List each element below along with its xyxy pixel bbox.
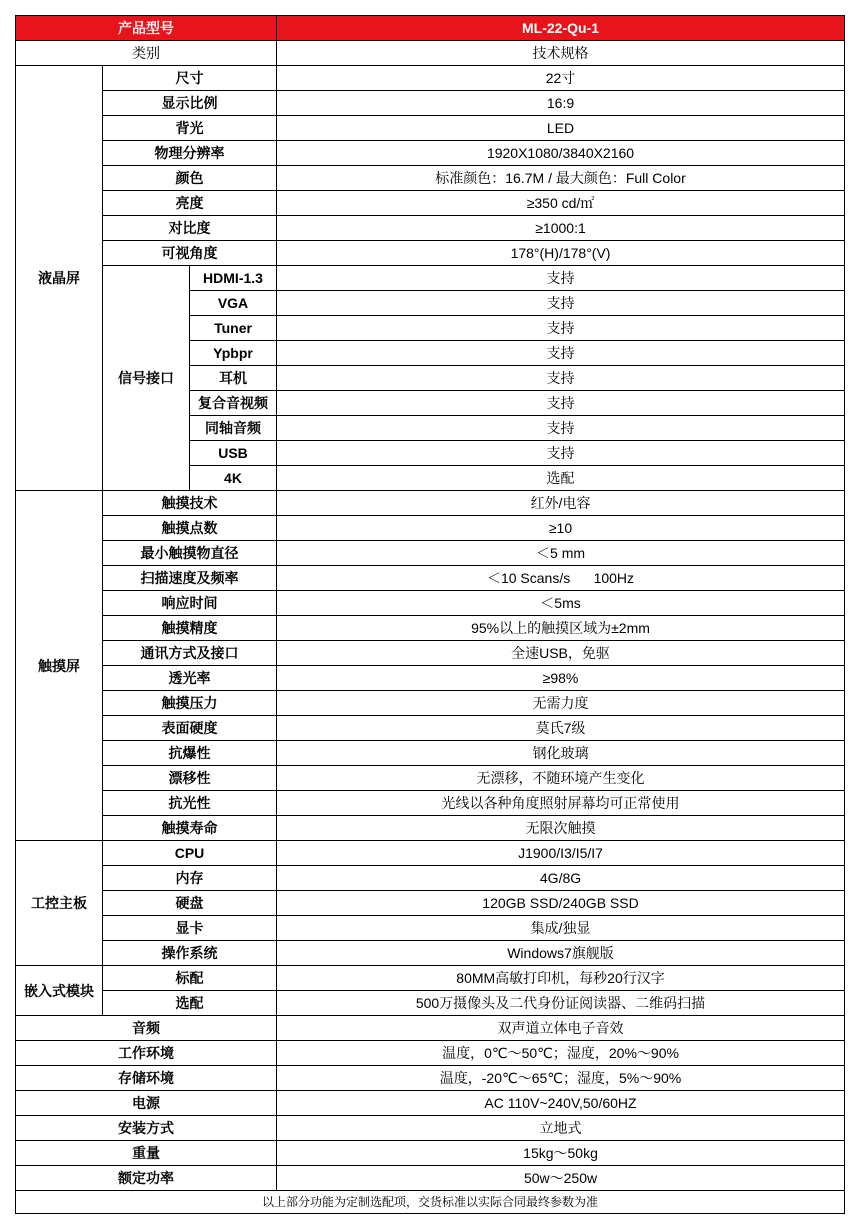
spec-value: J1900/I3/I5/I7 xyxy=(277,841,845,866)
spec-label: CPU xyxy=(103,841,277,866)
spec-value: 光线以各种角度照射屏幕均可正常使用 xyxy=(277,791,845,816)
header-row xyxy=(16,16,845,41)
board-row xyxy=(16,941,845,966)
spec-value: Windows7旗舰版 xyxy=(277,941,845,966)
touch-row xyxy=(16,516,845,541)
spec-label: 物理分辨率 xyxy=(103,141,277,166)
spec-label: 选配 xyxy=(103,991,277,1016)
model-label: 产品型号 xyxy=(16,16,277,41)
spec-label: 扫描速度及频率 xyxy=(103,566,277,591)
touch-row xyxy=(16,666,845,691)
spec-value: 1920X1080/3840X2160 xyxy=(277,141,845,166)
lcd-row xyxy=(16,116,845,141)
signal-label: 4K xyxy=(190,466,277,491)
touch-row xyxy=(16,741,845,766)
spec-value: 标准颜色：16.7M / 最大颜色：Full Color xyxy=(277,166,845,191)
touch-row xyxy=(16,791,845,816)
touch-row xyxy=(16,591,845,616)
spec-label: 安装方式 xyxy=(16,1116,277,1141)
spec-label: 背光 xyxy=(103,116,277,141)
signal-value: 支持 xyxy=(277,341,845,366)
spec-value: ＜5ms xyxy=(277,591,845,616)
spec-value: 钢化玻璃 xyxy=(277,741,845,766)
general-row xyxy=(16,1141,845,1166)
spec-value: 80MM高敏打印机，每秒20行汉字 xyxy=(277,966,845,991)
spec-label: 抗光性 xyxy=(103,791,277,816)
spec-value: 集成/独显 xyxy=(277,916,845,941)
signal-label: VGA xyxy=(190,291,277,316)
spec-label: 额定功率 xyxy=(16,1166,277,1191)
lcd-row xyxy=(16,141,845,166)
spec-value: 无漂移，不随环境产生变化 xyxy=(277,766,845,791)
embedded-row xyxy=(16,966,845,991)
lcd-row xyxy=(16,191,845,216)
spec-label: 最小触摸物直径 xyxy=(103,541,277,566)
spec-label: 显示比例 xyxy=(103,91,277,116)
signal-value: 支持 xyxy=(277,441,845,466)
lcd-row xyxy=(16,66,845,91)
spec-value: ≥10 xyxy=(277,516,845,541)
signal-value: 支持 xyxy=(277,416,845,441)
spec-label: 尺寸 xyxy=(103,66,277,91)
spec-value: 双声道立体电子音效 xyxy=(277,1016,845,1041)
spec-value: 50w～250w xyxy=(277,1166,845,1191)
signal-label: 复合音视频 xyxy=(190,391,277,416)
touch-row xyxy=(16,566,845,591)
general-row xyxy=(16,1166,845,1191)
spec-label: 响应时间 xyxy=(103,591,277,616)
touch-row xyxy=(16,716,845,741)
spec-value: 95%以上的触摸区域为±2mm xyxy=(277,616,845,641)
spec-value: 15kg～50kg xyxy=(277,1141,845,1166)
lcd-row xyxy=(16,216,845,241)
lcd-row xyxy=(16,241,845,266)
signal-value: 支持 xyxy=(277,391,845,416)
spec-label: 触摸寿命 xyxy=(103,816,277,841)
signal-value: 支持 xyxy=(277,266,845,291)
spec-label: 显卡 xyxy=(103,916,277,941)
touch-row xyxy=(16,691,845,716)
board-row xyxy=(16,891,845,916)
signal-label: Tuner xyxy=(190,316,277,341)
spec-label: 透光率 xyxy=(103,666,277,691)
spec-label: 触摸技术 xyxy=(103,491,277,516)
spec-value: 120GB SSD/240GB SSD xyxy=(277,891,845,916)
spec-value: ＜5 mm xyxy=(277,541,845,566)
signal-label: 耳机 xyxy=(190,366,277,391)
spec-label: 标配 xyxy=(103,966,277,991)
spec-value: 4G/8G xyxy=(277,866,845,891)
general-row xyxy=(16,1016,845,1041)
general-row xyxy=(16,1116,845,1141)
spec-table xyxy=(15,15,845,1214)
lcd-group-label: 液晶屏 xyxy=(16,66,103,491)
general-row xyxy=(16,1066,845,1091)
signal-label: HDMI-1.3 xyxy=(190,266,277,291)
spec-value: ≥1000:1 xyxy=(277,216,845,241)
board-group-label: 工控主板 xyxy=(16,841,103,966)
spec-label: 亮度 xyxy=(103,191,277,216)
spec-value: 莫氏7级 xyxy=(277,716,845,741)
touch-row xyxy=(16,616,845,641)
spec-label: 硬盘 xyxy=(103,891,277,916)
signal-value: 支持 xyxy=(277,291,845,316)
category-value: 技术规格 xyxy=(277,41,845,66)
spec-label: 工作环境 xyxy=(16,1041,277,1066)
touch-row xyxy=(16,816,845,841)
spec-label: 对比度 xyxy=(103,216,277,241)
spec-value: 16:9 xyxy=(277,91,845,116)
board-row xyxy=(16,841,845,866)
spec-label: 触摸点数 xyxy=(103,516,277,541)
spec-label: 可视角度 xyxy=(103,241,277,266)
spec-label: 抗爆性 xyxy=(103,741,277,766)
spec-value: ＜10 Scans/s 100Hz xyxy=(277,566,845,591)
embedded-row xyxy=(16,991,845,1016)
signal-group-label: 信号接口 xyxy=(103,266,190,491)
spec-value: ≥350 cd/㎡ xyxy=(277,191,845,216)
spec-value: 500万摄像头及二代身份证阅读器、二维码扫描 xyxy=(277,991,845,1016)
touch-row xyxy=(16,491,845,516)
spec-label: 存储环境 xyxy=(16,1066,277,1091)
footer-row xyxy=(16,1191,845,1214)
signal-value: 支持 xyxy=(277,366,845,391)
spec-label: 通讯方式及接口 xyxy=(103,641,277,666)
signal-label: USB xyxy=(190,441,277,466)
board-row xyxy=(16,916,845,941)
signal-value: 支持 xyxy=(277,316,845,341)
touch-row xyxy=(16,766,845,791)
spec-label: 电源 xyxy=(16,1091,277,1116)
spec-value: 红外/电容 xyxy=(277,491,845,516)
spec-label: 颜色 xyxy=(103,166,277,191)
spec-label: 触摸精度 xyxy=(103,616,277,641)
signal-value: 选配 xyxy=(277,466,845,491)
touch-group-label: 触摸屏 xyxy=(16,491,103,841)
board-row xyxy=(16,866,845,891)
spec-value: 温度，-20℃～65℃；湿度，5%～90% xyxy=(277,1066,845,1091)
signal-label: Ypbpr xyxy=(190,341,277,366)
spec-label: 漂移性 xyxy=(103,766,277,791)
spec-value: AC 110V~240V,50/60HZ xyxy=(277,1091,845,1116)
spec-value: 22寸 xyxy=(277,66,845,91)
spec-label: 表面硬度 xyxy=(103,716,277,741)
spec-value: 温度，0℃～50℃；湿度，20%～90% xyxy=(277,1041,845,1066)
lcd-row xyxy=(16,166,845,191)
spec-value: 全速USB，免驱 xyxy=(277,641,845,666)
spec-label: 触摸压力 xyxy=(103,691,277,716)
category-row xyxy=(16,41,845,66)
spec-value: ≥98% xyxy=(277,666,845,691)
signal-label: 同轴音频 xyxy=(190,416,277,441)
spec-value: 无需力度 xyxy=(277,691,845,716)
spec-label: 操作系统 xyxy=(103,941,277,966)
general-row xyxy=(16,1091,845,1116)
spec-value: 178°(H)/178°(V) xyxy=(277,241,845,266)
model-value: ML-22-Qu-1 xyxy=(277,16,845,41)
spec-label: 重量 xyxy=(16,1141,277,1166)
spec-value: 无限次触摸 xyxy=(277,816,845,841)
spec-label: 内存 xyxy=(103,866,277,891)
spec-value: 立地式 xyxy=(277,1116,845,1141)
footer-note: 以上部分功能为定制选配项，交货标准以实际合同最终参数为准 xyxy=(16,1191,845,1214)
spec-label: 音频 xyxy=(16,1016,277,1041)
general-row xyxy=(16,1041,845,1066)
category-label: 类别 xyxy=(16,41,277,66)
signal-row xyxy=(16,266,845,291)
touch-row xyxy=(16,641,845,666)
lcd-row xyxy=(16,91,845,116)
spec-value: LED xyxy=(277,116,845,141)
embedded-group-label: 嵌入式模块 xyxy=(16,966,103,1016)
touch-row xyxy=(16,541,845,566)
